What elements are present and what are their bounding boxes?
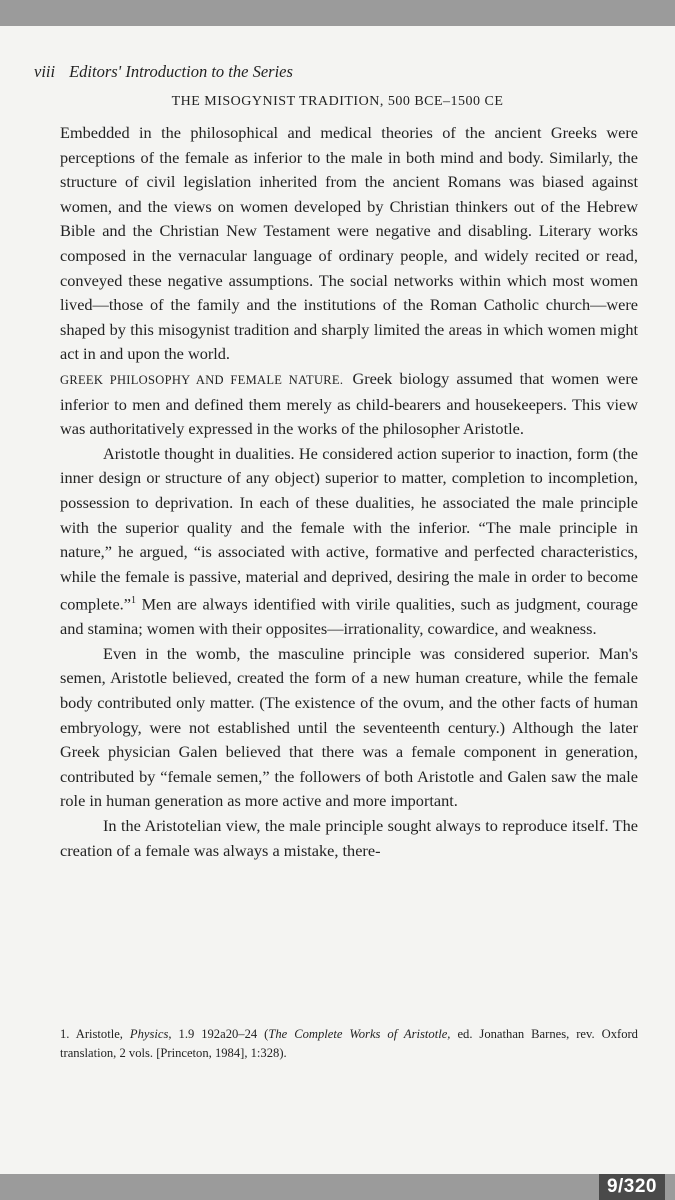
paragraph-5 [60, 814, 638, 863]
running-head [34, 62, 293, 82]
viewer-top-bar [0, 0, 675, 26]
paragraph-5-text: In the Aristotelian view, the male principle sought always to reproduce itself. The creation of a female was always a mistake, there- [60, 816, 638, 860]
subsection-heading: GREEK PHILOSOPHY AND FEMALE NATURE. [60, 372, 344, 387]
section-title: THE MISOGYNIST TRADITION, 500 BCE–1500 CE [171, 94, 504, 109]
footnote-author: Aristotle, [75, 1027, 123, 1041]
footnote [60, 1025, 638, 1063]
footnote-reference[interactable]: 1 [130, 595, 136, 607]
paragraph-4 [60, 642, 638, 814]
paragraph-4-text: Even in the womb, the masculine principle was considered superior. Man's semen, Aristotle believed, created the form of a new human creature, while the female body contributed only matter. (The existence of the ovum, and the other facts of human embryology, were not established until the seventeenth century.) Although the later Greek physician Galen believed that there was a female component in generation, contributed by “female semen,” the followers of both Aristotle and Galen saw the male role in human generation as more active and more important. [60, 643, 638, 811]
paragraph-3 [60, 442, 638, 642]
running-title: Editors' Introduction to the Series [69, 62, 293, 81]
paragraph-3-text: Aristotle thought in dualities. He considered action superior to inaction, form (the inner design or structure of any object) superior to matter, completion to incompletion, possession to deprivation. In each of these dualities, he associated the male principle with the superior quality and the female with the inferior. “The male principle in nature,” he argued, “is associated with active, formative and perfected characteristics, while the female is passive, material and deprived, desiring the male in order to become complete.” [60, 443, 638, 614]
viewer-bottom-bar [0, 1174, 675, 1200]
footnote-work: Physics, [129, 1027, 172, 1041]
paragraph-2-text: Greek biology assumed that women were inferior to men and defined them merely as child-bearers and housekeepers. This view was authoritatively expressed in the works of the philosopher Aristotle. [60, 368, 639, 439]
body-text [60, 121, 638, 863]
footnote-locator: 1.9 192a20–24 ( [178, 1027, 269, 1041]
paragraph-3-text-continued: Men are always identified with virile qualities, such as judgment, courage and stamina; women with their opposites—irrationality, cowardice, and weakness. [60, 594, 638, 639]
footnote-collection: The Complete Works of Aristotle, [268, 1027, 451, 1041]
paragraph-1-text: Embedded in the philosophical and medical theories of the ancient Greeks were perceptions of the female as inferior to the male in both mind and body. Similarly, the structure of civil legislation inherited from the ancient Romans was biased against women, and the views on women developed by Christian thinkers out of the Hebrew Bible and the Christian New Testament were negative and disabling. Literary works composed in the vernacular language of ordinary people, and widely recited or read, conveyed these negative assumptions. The social networks within which most women lived—those of the family and the institutions of the Roman Catholic church—were shaped by this misogynist tradition and sharply limited the areas in which women might act in and upon the world. [60, 123, 638, 364]
page-counter: 9/320 [599, 1174, 665, 1200]
paragraph-2 [60, 367, 638, 442]
footnote-rest: ed. Jonathan Barnes, rev. Oxford translation, 2 vols. [Princeton, 1984], 1:328). [60, 1027, 638, 1060]
footnote-number: 1. [60, 1027, 70, 1041]
paragraph-1 [60, 121, 638, 367]
page-folio: viii [34, 62, 56, 81]
